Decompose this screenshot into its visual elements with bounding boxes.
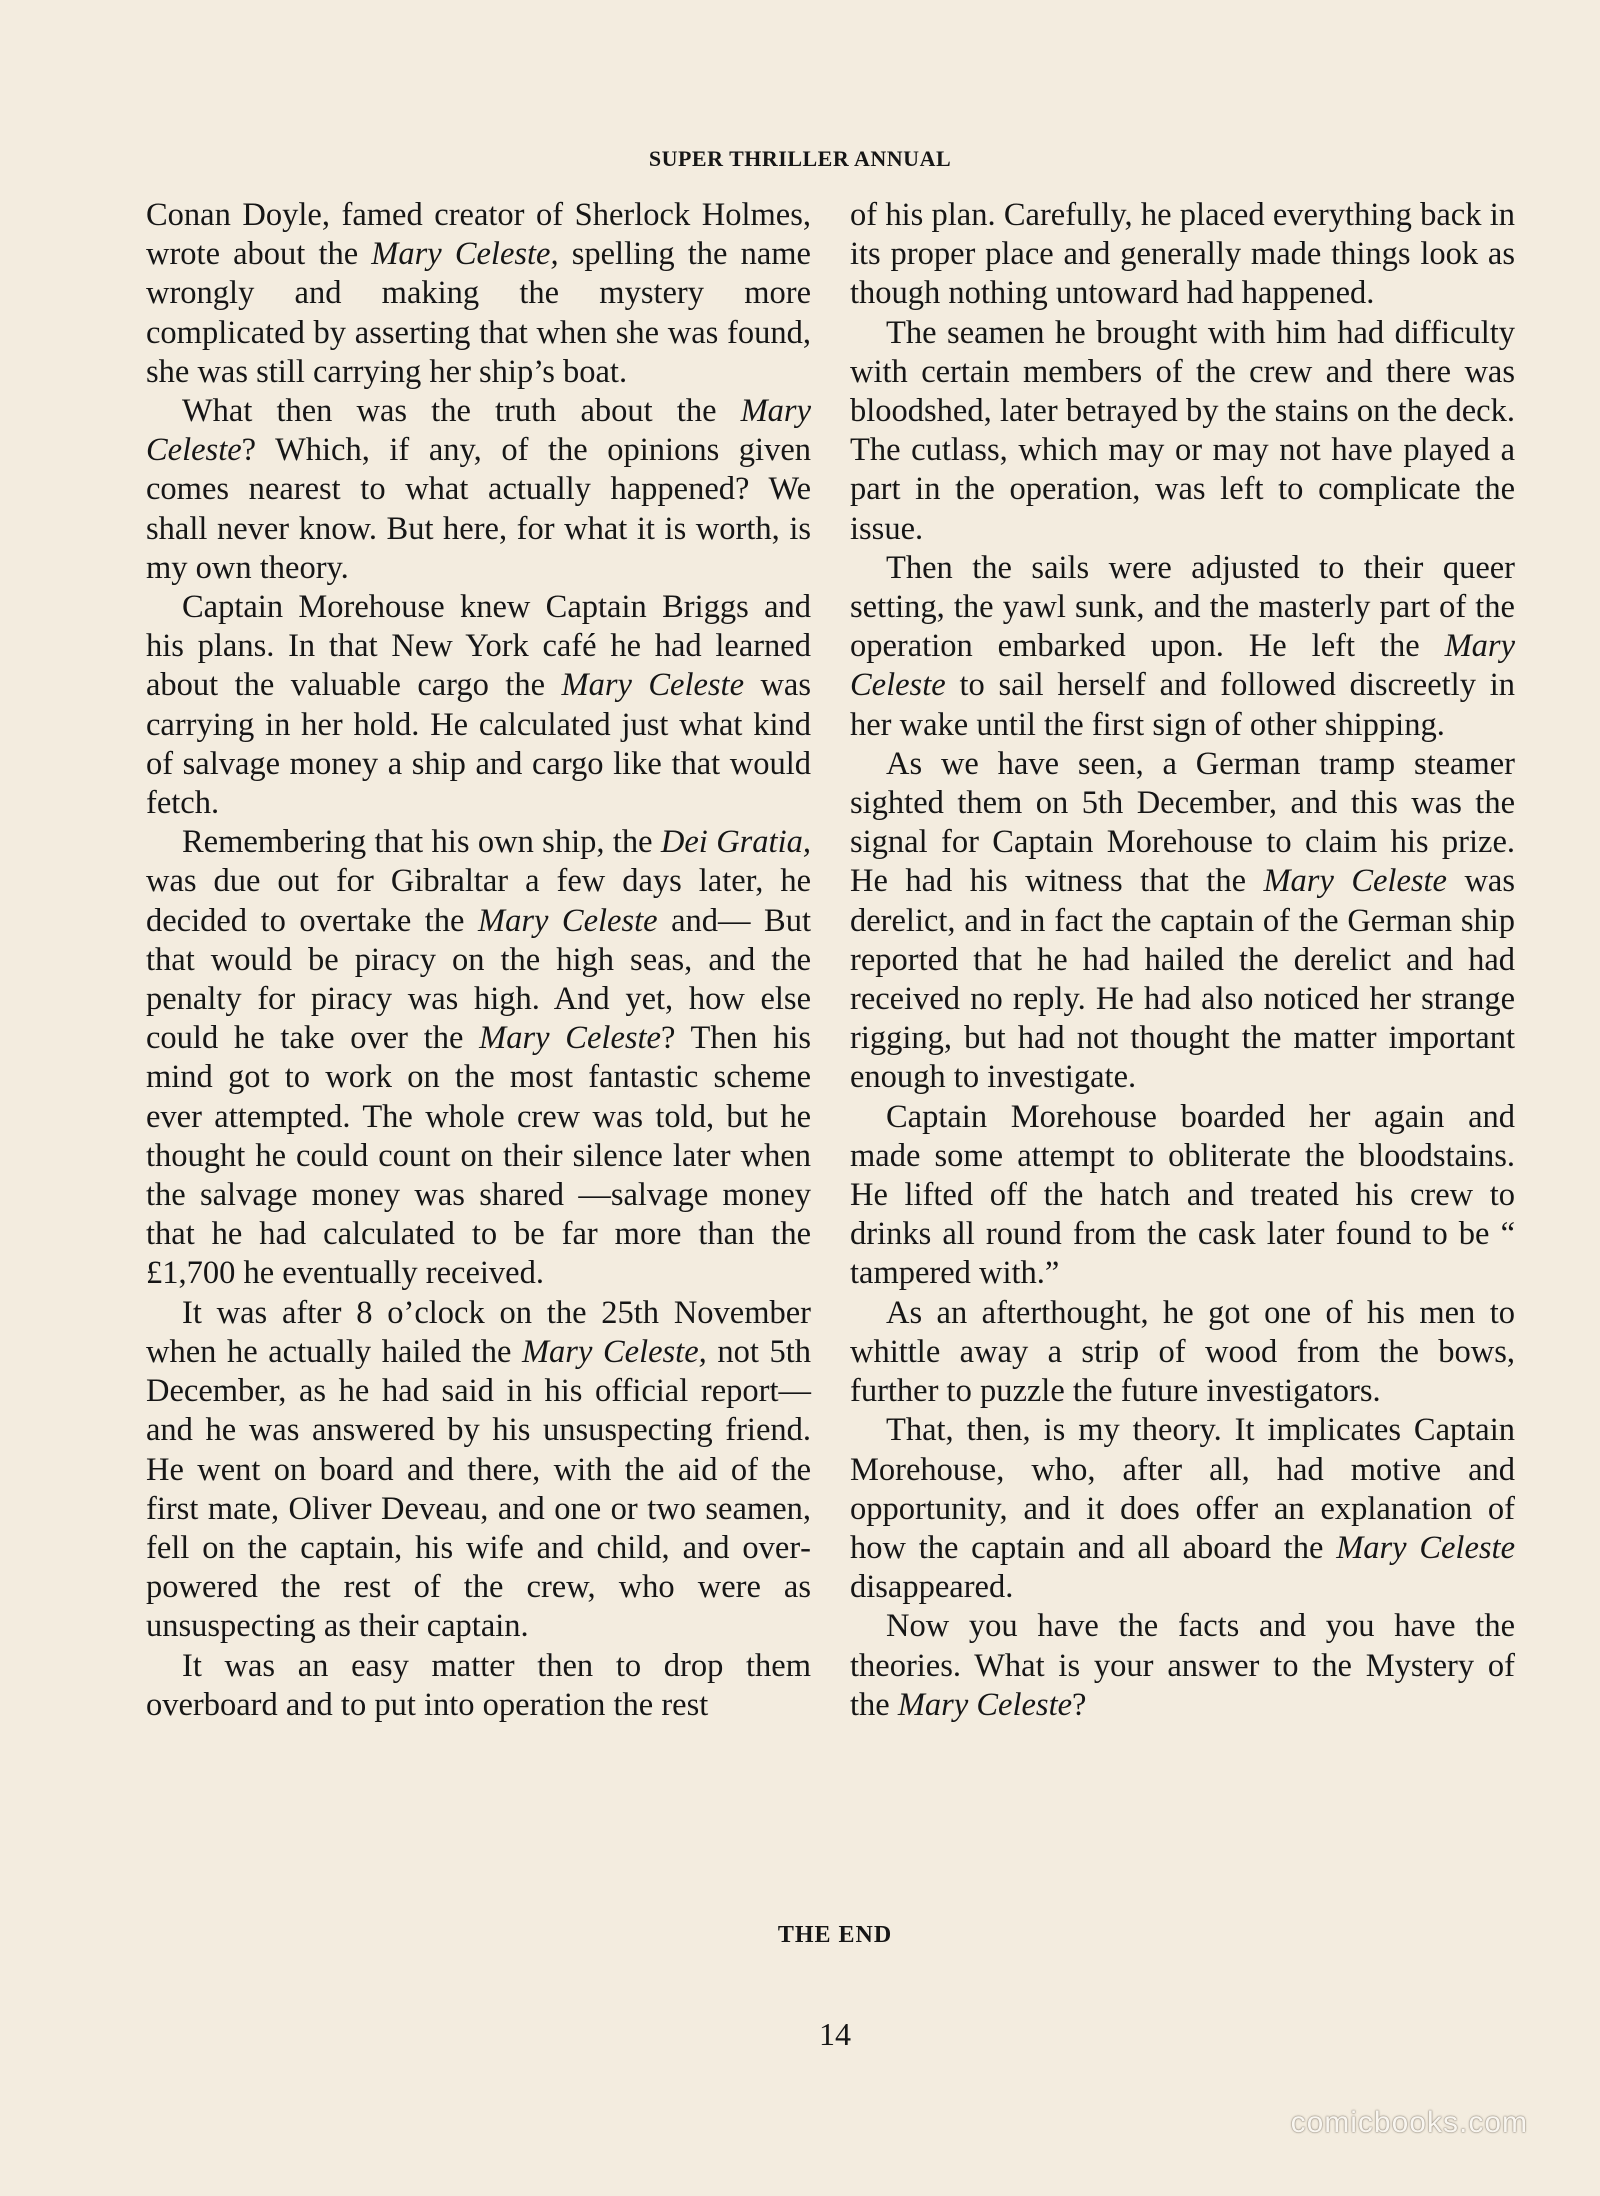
paragraph: It was an easy matter then to drop them overboard and to put into operation the rest [146, 1647, 811, 1723]
paragraph: Now you have the facts and you have the theories. What is your answer to the Mystery of the Mary Celeste? [850, 1608, 1515, 1723]
paragraph: Remembering that his own ship, the Dei Gratia, was due out for Gibraltar a few days later, he decided to overtake the Mary Celeste and— But that would be piracy on the high seas, and the penalty for piracy was high. And yet, how else could he take over the Mary Celeste? Then his mind got to work on the most fantastic scheme ever attempted. The whole crew was told, but he thought he could count on their silence later when the salvage money was shared —salvage money that he had calculated to be far more than the £1,700 he eventually received. [146, 824, 811, 1292]
left-column [146, 196, 811, 1725]
paragraph: What then was the truth about the Mary Celeste? Which, if any, of the opinions given comes nearest to what actually happened? We shall never know. But here, for what it is worth, is my own theory. [146, 393, 811, 586]
right-column [850, 196, 1515, 1725]
the-end-label: THE END [777, 1922, 893, 1948]
paragraph: of his plan. Carefully, he placed everything back in its proper place and generally made things look as though nothing untoward had happened. [850, 197, 1515, 312]
paragraph: Conan Doyle, famed creator of Sherlock Holmes, wrote about the Mary Celeste, spelling the name wrongly and making the mystery more complicated by asserting that when she was found, she was still carrying her ship’s boat. [146, 197, 811, 390]
watermark: comicbooks.com [1290, 2106, 1528, 2139]
paragraph: It was after 8 o’clock on the 25th November when he actually hailed the Mary Celeste, not 5th December, as he had said in his official report—and he was answered by his unsuspecting friend. He went on board and there, with the aid of the first mate, Oliver Deveau, and one or two seamen, fell on the captain, his wife and child, and overpowered the rest of the crew, who were as unsuspecting as their captain. [146, 1294, 811, 1645]
paragraph: Then the sails were adjusted to their queer setting, the yawl sunk, and the masterly part of the operation embarked upon. He left the Mary Celeste to sail herself and followed discreetly in her wake until the first sign of other shipping. [850, 549, 1515, 743]
paragraph: That, then, is my theory. It implicates Captain Morehouse, who, after all, had motive and opportunity, and it does offer an explanation of how the captain and all aboard the Mary Celeste disappeared. [850, 1412, 1515, 1606]
paragraph: Captain Morehouse boarded her again and made some attempt to obliterate the bloodstains. He lifted off the hatch and treated his crew to drinks all round from the cask later found to be “ tampered with.” [850, 1098, 1515, 1292]
running-head: SUPER THRILLER ANNUAL [648, 146, 952, 171]
paragraph: Captain Morehouse knew Captain Briggs and his plans. In that New York café he had learned about the valuable cargo the Mary Celeste was carrying in her hold. He calculated just what kind of salvage money a ship and cargo like that would fetch. [146, 589, 811, 822]
paragraph: As an afterthought, he got one of his men to whittle away a strip of wood from the bows, further to puzzle the future investigators. [850, 1294, 1515, 1410]
page-number: 14 [819, 2016, 851, 2052]
paragraph: The seamen he brought with him had difficulty with certain members of the crew and there was bloodshed, later betrayed by the stains on the deck. The cutlass, which may or may not have played a part in the operation, was left to complicate the issue. [850, 314, 1515, 547]
paragraph: As we have seen, a German tramp steamer sighted them on 5th December, and this was the signal for Captain Morehouse to claim his prize. He had his witness that the Mary Celeste was derelict, and in fact the captain of the German ship reported that he had hailed the derelict and had received no reply. He had also noticed her strange rigging, but had not thought the matter important enough to investigate. [850, 745, 1516, 1096]
